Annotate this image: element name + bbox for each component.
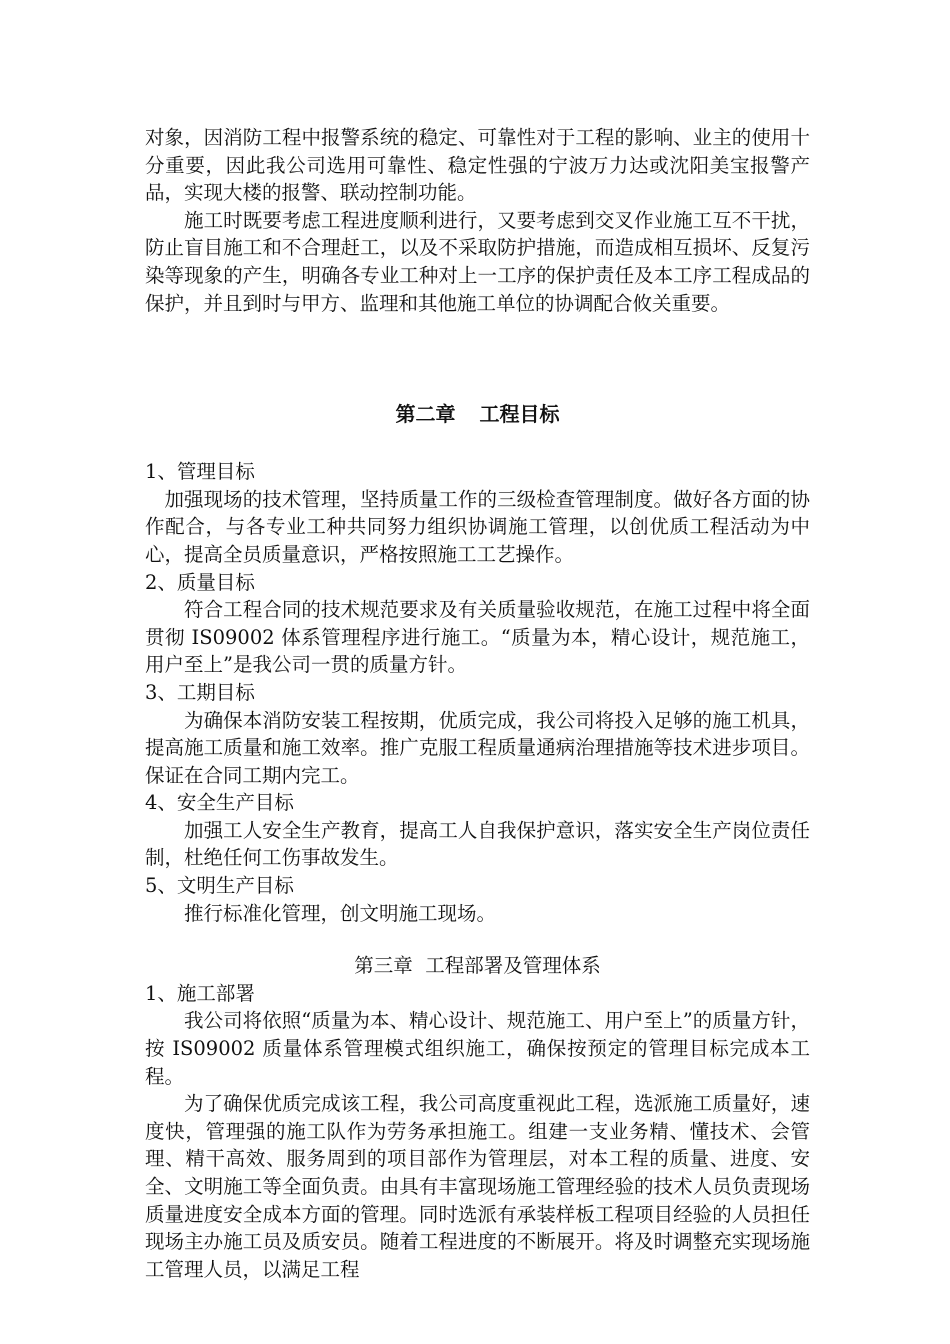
section-body: 为了确保优质完成该工程，我公司高度重视此工程，选派施工质量好，速度快，管理强的施工队作为劳务承担施工。组建一支业务精、懂技术、会管理、精干高效、服务周到的项目部作为管理层，对本工程的质量、进度、安全、文明施工等全面负责。由具有丰富现场施工管理经验的技术人员负责现场质量进度安全成本方面的管理。同时选派有承装样板工程项目经验的人员担任现场主办施工员及质安员。随着工程进度的不断展开。将及时调整充实现场施工管理人员，以满足工程 xyxy=(145,1092,810,1281)
intro-paragraph: 对象，因消防工程中报警系统的稳定、可靠性对于工程的影响、业主的使用十分重要，因此我公司选用可靠性、稳定性强的宁波万力达或沈阳美宝报警产品，实现大楼的报警、联动控制功能。 xyxy=(145,126,810,205)
spacer xyxy=(145,428,810,458)
chapter-3-title: 第三章 工程部署及管理体系 xyxy=(354,954,601,978)
intro-paragraph: 施工时既要考虑工程进度顺利进行，又要考虑到交叉作业施工互不干扰，防止盲目施工和不合理赶工，以及不采取防护措施，而造成相互损坏、反复污染等现象的产生，明确各专业工种对上一工序的保护责任及本工序工程成品的保护，并且到时与甲方、监理和其他施工单位的协调配合攸关重要。 xyxy=(145,208,810,315)
section-body: 加强现场的技术管理，坚持质量工作的三级检查管理制度。做好各方面的协作配合，与各专业工种共同努力组织协调施工管理，以创优质工程活动为中心，提高全员质量意识，严格按照施工工艺操作。 xyxy=(145,487,810,566)
section-body: 为确保本消防安装工程按期，优质完成，我公司将投入足够的施工机具，提高施工质量和施工效率。推广克服工程质量通病治理措施等技术进步项目。保证在合同工期内完工。 xyxy=(145,708,810,787)
chapter-2-title xyxy=(145,400,810,428)
section-heading: 1、施工部署 xyxy=(145,981,255,1005)
spacer xyxy=(145,927,810,952)
section-heading: 3、工期目标 xyxy=(145,680,255,704)
spacer xyxy=(145,317,810,400)
section-heading: 1、管理目标 xyxy=(145,460,255,484)
document-body xyxy=(145,124,810,1283)
section-heading: 4、安全生产目标 xyxy=(145,791,294,815)
section-heading: 5、文明生产目标 xyxy=(145,874,294,898)
section-body: 加强工人安全生产教育，提高工人自我保护意识，落实安全生产岗位责任制，杜绝任何工伤事故发生。 xyxy=(145,818,810,870)
section-heading: 2、质量目标 xyxy=(145,570,255,594)
chapter-2-number: 第二章 xyxy=(395,402,456,427)
section-body: 符合工程合同的技术规范要求及有关质量验收规范，在施工过程中将全面贯彻 IS09002 体系管理程序进行施工。“质量为本，精心设计，规范施工，用户至上”是我公司一贯的质量方针。 xyxy=(145,598,810,677)
chapter-2-name: 工程目标 xyxy=(479,402,560,427)
section-body: 我公司将依照“质量为本、精心设计、规范施工、用户至上”的质量方针，按 IS09002 质量体系管理模式组织施工，确保按预定的管理目标完成本工程。 xyxy=(145,1009,810,1088)
section-body: 推行标准化管理，创文明施工现场。 xyxy=(184,901,497,925)
